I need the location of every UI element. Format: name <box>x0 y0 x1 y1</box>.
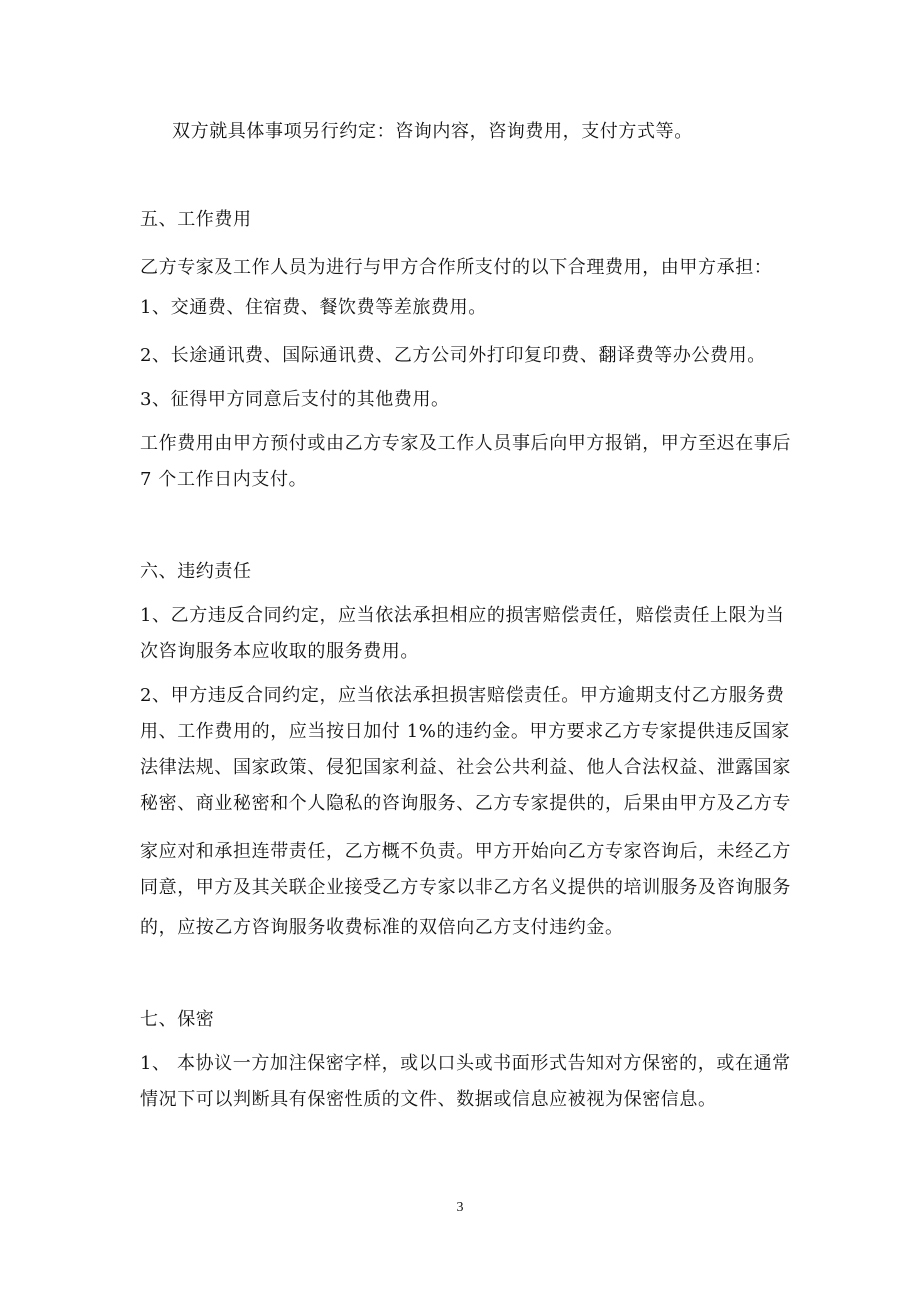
paragraph-line: 家应对和承担连带责任，乙方概不负责。甲方开始向乙方专家咨询后，未经乙方 <box>140 841 791 862</box>
section-heading-confidentiality: 七、保密 <box>140 1009 215 1030</box>
paragraph-line: 情况下可以判断具有保密性质的文件、数据或信息应被视为保密信息。 <box>140 1089 717 1110</box>
intro-paragraph: 双方就具体事项另行约定：咨询内容，咨询费用，支付方式等。 <box>172 121 693 142</box>
paragraph-line: 同意，甲方及其关联企业接受乙方专家以非乙方名义提供的培训服务及咨询服务 <box>140 877 791 898</box>
list-item: 2、长途通讯费、国际通讯费、乙方公司外打印复印费、翻译费等办公费用。 <box>140 345 766 366</box>
paragraph-line: 1、乙方违反合同约定，应当依法承担相应的损害赔偿责任，赔偿责任上限为当 <box>140 605 785 626</box>
paragraph-line: 2、甲方违反合同约定，应当依法承担损害赔偿责任。甲方逾期支付乙方服务费 <box>140 685 785 706</box>
page-number: 3 <box>456 1200 464 1215</box>
paragraph-line: 的，应按乙方咨询服务收费标准的双倍向乙方支付违约金。 <box>140 917 624 938</box>
paragraph-line: 乙方专家及工作人员为进行与甲方合作所支付的以下合理费用，由甲方承担： <box>140 257 773 278</box>
paragraph-line: 秘密、商业秘密和个人隐私的咨询服务、乙方专家提供的，后果由甲方及乙方专 <box>140 793 791 814</box>
paragraph-line: 次咨询服务本应收取的服务费用。 <box>140 641 419 662</box>
paragraph-line: 用、工作费用的，应当按日加付 1%的违约金。甲方要求乙方专家提供违反国家 <box>140 721 790 742</box>
list-item: 1、交通费、住宿费、餐饮费等差旅费用。 <box>140 297 487 318</box>
paragraph-line: 工作费用由甲方预付或由乙方专家及工作人员事后向甲方报销，甲方至迟在事后 <box>140 433 791 454</box>
paragraph-line: 1、 本协议一方加注保密字样，或以口头或书面形式告知对方保密的，或在通常 <box>140 1053 791 1074</box>
section-heading-breach-liability: 六、违约责任 <box>140 561 252 582</box>
list-item: 3、征得甲方同意后支付的其他费用。 <box>140 389 450 410</box>
paragraph-line: 7 个工作日内支付。 <box>140 469 308 490</box>
section-heading-work-expenses: 五、工作费用 <box>140 209 252 230</box>
paragraph-line: 法律法规、国家政策、侵犯国家利益、社会公共利益、他人合法权益、泄露国家 <box>140 757 791 778</box>
